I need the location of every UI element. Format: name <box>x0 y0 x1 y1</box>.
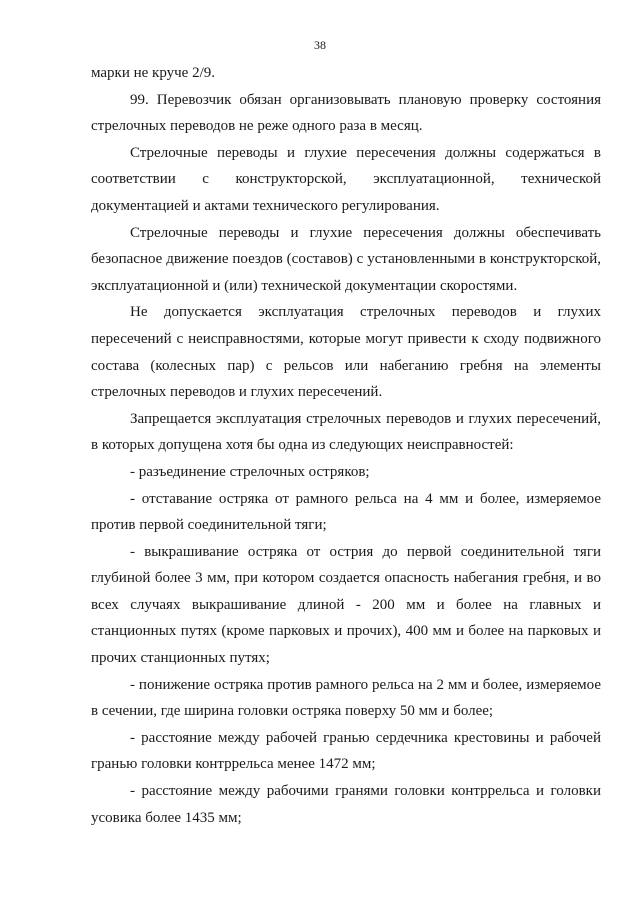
paragraph: Стрелочные переводы и глухие пересечения должны обеспечивать безопасное движение поездов (составов) с установленными в конструкторской, эксплуатационной и (или) технической документации скоростями. <box>91 224 601 294</box>
paragraph: Не допускается эксплуатация стрелочных переводов и глухих пересечений с неисправностями, которые могут привести к сходу подвижного состава (колесных пар) с рельсов или набеганию гребня на элементы стрелочных переводов и глухих пересечений. <box>91 304 601 401</box>
list-item: - выкрашивание остряка от острия до первой соединительной тяги глубиной более 3 мм, при котором создается опасность набегания гребня, и во всех случаях выкрашивание длиной - 200 мм и более на главных и станционных путях (кроме парковых и прочих), 400 мм и более на парковых и прочих станционных путях; <box>91 543 601 667</box>
paragraph: Стрелочные переводы и глухие пересечения должны содержаться в соответствии с конструкторской, эксплуатационной, технической документацией и актами технического регулирования. <box>91 144 601 214</box>
list-item: - расстояние между рабочими гранями головки контррельса и головки усовика более 1435 мм; <box>91 783 601 826</box>
list-item: - отставание остряка от рамного рельса на 4 мм и более, измеряемое против первой соединительной тяги; <box>91 490 601 534</box>
document-body <box>91 60 601 831</box>
list-item: - понижение остряка против рамного рельса на 2 мм и более, измеряемое в сечении, где ширина головки остряка поверху 50 мм и более; <box>91 676 601 720</box>
paragraph-item-99: 99. Перевозчик обязан организовывать плановую проверку состояния стрелочных переводов не реже одного раза в месяц. <box>91 91 601 135</box>
list-item: - разъединение стрелочных остряков; <box>130 463 370 480</box>
paragraph: Запрещается эксплуатация стрелочных переводов и глухих пересечений, в которых допущена хотя бы одна из следующих неисправностей: <box>91 410 601 454</box>
page-number: 38 <box>314 38 326 52</box>
list-item: - расстояние между рабочей гранью сердечника крестовины и рабочей гранью головки контррельса менее 1472 мм; <box>91 729 601 773</box>
paragraph-continuation: марки не круче 2/9. <box>91 65 216 81</box>
